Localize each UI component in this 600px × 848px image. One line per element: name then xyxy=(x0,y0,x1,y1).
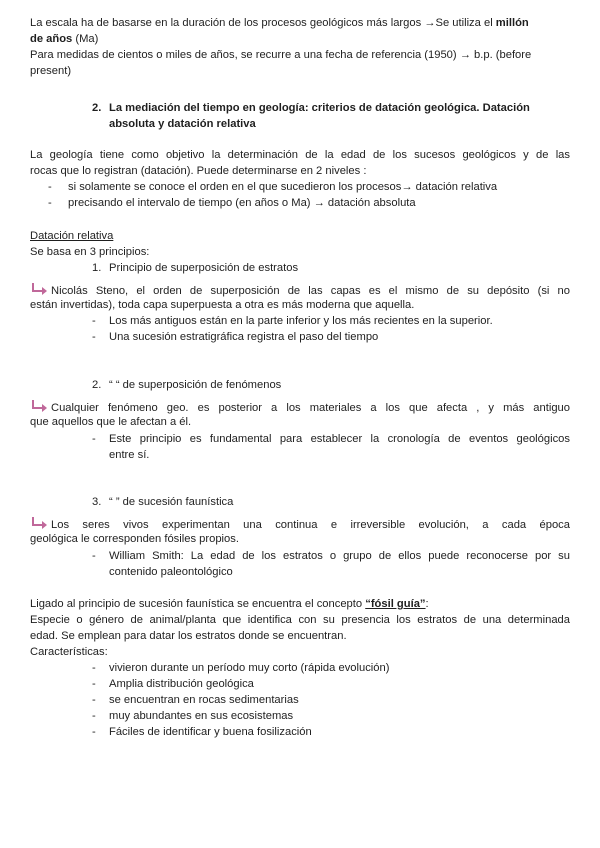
list-dash: - xyxy=(92,315,96,327)
section-title-line-2: absoluta y datación relativa xyxy=(109,118,256,130)
principle-3-bullet-line-2: contenido paleontológico xyxy=(109,566,233,578)
characteristic-item: vivieron durante un período muy corto (rápida evolución) xyxy=(109,662,390,674)
principle-2-bullet-line-1: Este principio es fundamental para establecer la cronología de eventos geológicos xyxy=(109,433,570,445)
fossil-line-3: edad. Se emplean para datar los estratos donde se encuentran. xyxy=(30,630,347,642)
list-dash: - xyxy=(92,433,96,445)
principle-2-number: 2. xyxy=(92,379,102,391)
intro-line-4: present) xyxy=(30,65,72,77)
intro-line-1 xyxy=(30,16,529,32)
list-dash: - xyxy=(92,726,96,738)
principle-1-desc-line-1: Nicolás Steno, el orden de superposición de las capas es el mismo de su depósito (si no xyxy=(30,282,570,317)
principle-2-desc-line-1: Cualquier fenómeno geo. es posterior a los materiales a los que afecta , y más antiguo xyxy=(30,399,570,434)
section-title-line-1: La mediación del tiempo en geología: criterios de datación geológica. Datación xyxy=(109,102,530,114)
intro-bold: millón xyxy=(495,17,529,29)
relative-basis: Se basa en 3 principios: xyxy=(30,246,150,258)
principle-2-desc-line-2: que aquellos que le afectan a él. xyxy=(30,416,192,428)
list-dash: - xyxy=(48,181,52,193)
fossil-line-2: Especie o género de animal/planta que identifica con su presencia los estratos de una determinada xyxy=(30,614,570,626)
list-dash: - xyxy=(48,197,52,209)
level-item-1: si solamente se conoce el orden en el que sucedieron los procesos→ datación relativa xyxy=(68,181,498,193)
fossil-line-1: Ligado al principio de sucesión faunística se encuentra el concepto “fósil guía”: xyxy=(30,598,429,610)
intro-line-3: Para medidas de cientos o miles de años, se recurre a una fecha de referencia (1950) → b.p. (before xyxy=(30,49,532,61)
characteristic-item: Amplia distribución geológica xyxy=(109,678,254,690)
principle-2-bullet-line-2: entre sí. xyxy=(109,449,150,461)
list-dash: - xyxy=(92,678,96,690)
principle-1-bullet-1: Los más antiguos están en la parte inferior y los más recientes en la superior. xyxy=(109,315,493,327)
principle-1-desc-line-2: están invertidas), toda capa superpuesta a otra es más moderna que aquella. xyxy=(30,299,415,311)
intro-text: (Ma) xyxy=(72,33,99,45)
list-dash: - xyxy=(92,550,96,562)
principle-1-number: 1. xyxy=(92,262,102,274)
principle-1-title: Principio de superposición de estratos xyxy=(109,262,299,274)
list-dash: - xyxy=(92,662,96,674)
fossil-term: “fósil guía” xyxy=(365,598,426,610)
list-dash: - xyxy=(92,710,96,722)
principle-1-bullet-2: Una sucesión estratigráfica registra el paso del tiempo xyxy=(109,331,379,343)
characteristics-label: Características: xyxy=(30,646,108,658)
principle-3-title: “ ” de sucesión faunística xyxy=(109,496,234,508)
relative-heading: Datación relativa xyxy=(30,230,114,242)
section-number: 2. xyxy=(92,102,102,114)
level-item-2: precisando el intervalo de tiempo (en años o Ma) → datación absoluta xyxy=(68,197,416,209)
principle-3-desc-line-2: geológica le corresponden fósiles propios. xyxy=(30,533,239,545)
intro-bold: de años xyxy=(30,33,73,45)
principle-3-bullet-line-1: William Smith: La edad de los estratos o grupo de ellos puede reconocerse por su xyxy=(109,550,570,562)
intro-line-2 xyxy=(30,32,98,48)
geology-line-2: rocas que lo registran (datación). Puede determinarse en 2 niveles : xyxy=(30,165,367,177)
principle-3-number: 3. xyxy=(92,496,102,508)
list-dash: - xyxy=(92,331,96,343)
characteristic-item: se encuentran en rocas sedimentarias xyxy=(109,694,299,706)
principle-2-title: “ “ de superposición de fenómenos xyxy=(109,379,282,391)
principle-3-desc-line-1: Los seres vivos experimentan una continua e irreversible evolución, a cada época xyxy=(30,516,570,551)
characteristic-item: Fáciles de identificar y buena fosilización xyxy=(109,726,312,738)
list-dash: - xyxy=(92,694,96,706)
intro-text: La escala ha de basarse en la duración de los procesos geológicos más largos →Se utiliza el xyxy=(30,17,496,29)
characteristic-item: muy abundantes en sus ecosistemas xyxy=(109,710,294,722)
geology-line-1: La geología tiene como objetivo la determinación de la edad de los sucesos geológicos y de las xyxy=(30,149,570,161)
